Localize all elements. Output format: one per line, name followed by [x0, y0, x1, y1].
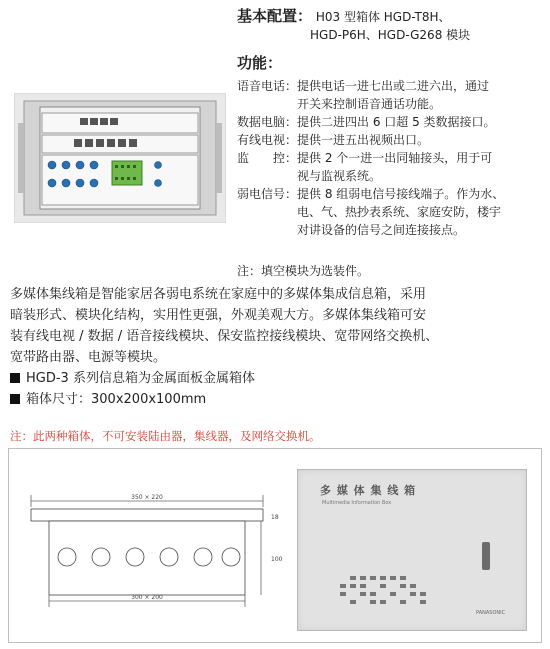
optional-note: 注：填空模块为选装件。	[237, 264, 370, 278]
description-line1: 多媒体集线箱是智能家居各弱电系统在家庭中的多媒体集成信息箱，采用	[10, 287, 427, 302]
description-line4: 宽带路由器、电源等模块。	[10, 350, 167, 365]
signal-desc-1: 提供 8 组弱电信号接线端子。作为水、	[297, 187, 505, 201]
data-desc-1: 提供二进四出 6 口超 5 类数据接口。	[297, 115, 496, 129]
monitor-label: 监 控：	[237, 151, 298, 165]
dim-bottom-label: 300 × 200	[131, 594, 163, 601]
voice-label: 语音电话：	[237, 79, 298, 93]
tv-desc-1: 提供一进五出视频出口。	[297, 133, 430, 147]
product-drawings-frame	[8, 448, 542, 643]
bullet-material	[10, 368, 545, 389]
ventilation-grille	[328, 574, 448, 608]
base-config-line1: H03 型箱体 HGD-T8H、	[315, 10, 451, 24]
signal-desc-2: 电、气、热抄表系统、家庭安防，楼宇	[297, 205, 502, 219]
voice-desc-1: 提供电话一进七出或二进六出，通过	[297, 79, 490, 93]
dim-side-label: 100	[271, 556, 283, 563]
product-photo	[14, 93, 226, 223]
warning-note: 注：此两种箱体，不可安装陆由器，集线器，及网络交换机。	[10, 429, 321, 443]
monitor-desc-2: 视与监视系统。	[297, 169, 382, 183]
signal-label: 弱电信号：	[237, 187, 298, 201]
panel-lock-handle[interactable]	[482, 542, 490, 570]
panel-title: 多 媒 体 集 线 箱	[320, 484, 417, 497]
dim-flange-label: 18	[271, 514, 279, 521]
dim-top-label: 350 × 220	[131, 494, 163, 501]
data-label: 数据电脑：	[237, 115, 298, 129]
description-line2: 暗装形式、模块化结构，实用性更强，外观美观大方。多媒体集线箱可安	[10, 308, 427, 323]
base-config-label: 基本配置：	[237, 7, 313, 25]
function-title: 功能：	[237, 54, 283, 72]
junction-box-illustration	[14, 93, 226, 223]
bullet-size	[10, 389, 545, 410]
voice-desc-2: 开关来控制语音通话功能。	[297, 97, 442, 111]
panel-brand: PANASONIC	[476, 610, 506, 616]
description-line3: 装有线电视 / 数据 / 语音接线模块、保安监控接线模块、宽带网络交换机、	[10, 329, 439, 344]
signal-desc-3: 对讲设备的信号之间连接接点。	[297, 223, 466, 237]
size-label: 箱体尺寸：	[26, 392, 92, 407]
tv-label: 有线电视：	[237, 133, 298, 147]
panel-photo	[297, 469, 527, 631]
base-config-line2: HGD-P6H、HGD-G268 模块	[310, 28, 471, 42]
panel-subtitle: Multimedia Information Box	[322, 500, 392, 506]
bullet-square-icon	[10, 373, 20, 383]
dimension-drawing	[9, 449, 289, 642]
size-value: 300x200x100mm	[91, 392, 207, 407]
monitor-desc-1: 提供 2 个一进一出同轴接头，用于可	[297, 151, 493, 165]
bullet-material-text: HGD-3 系列信息箱为金属面板金属箱体	[26, 371, 255, 386]
bullet-square-icon	[10, 394, 20, 404]
